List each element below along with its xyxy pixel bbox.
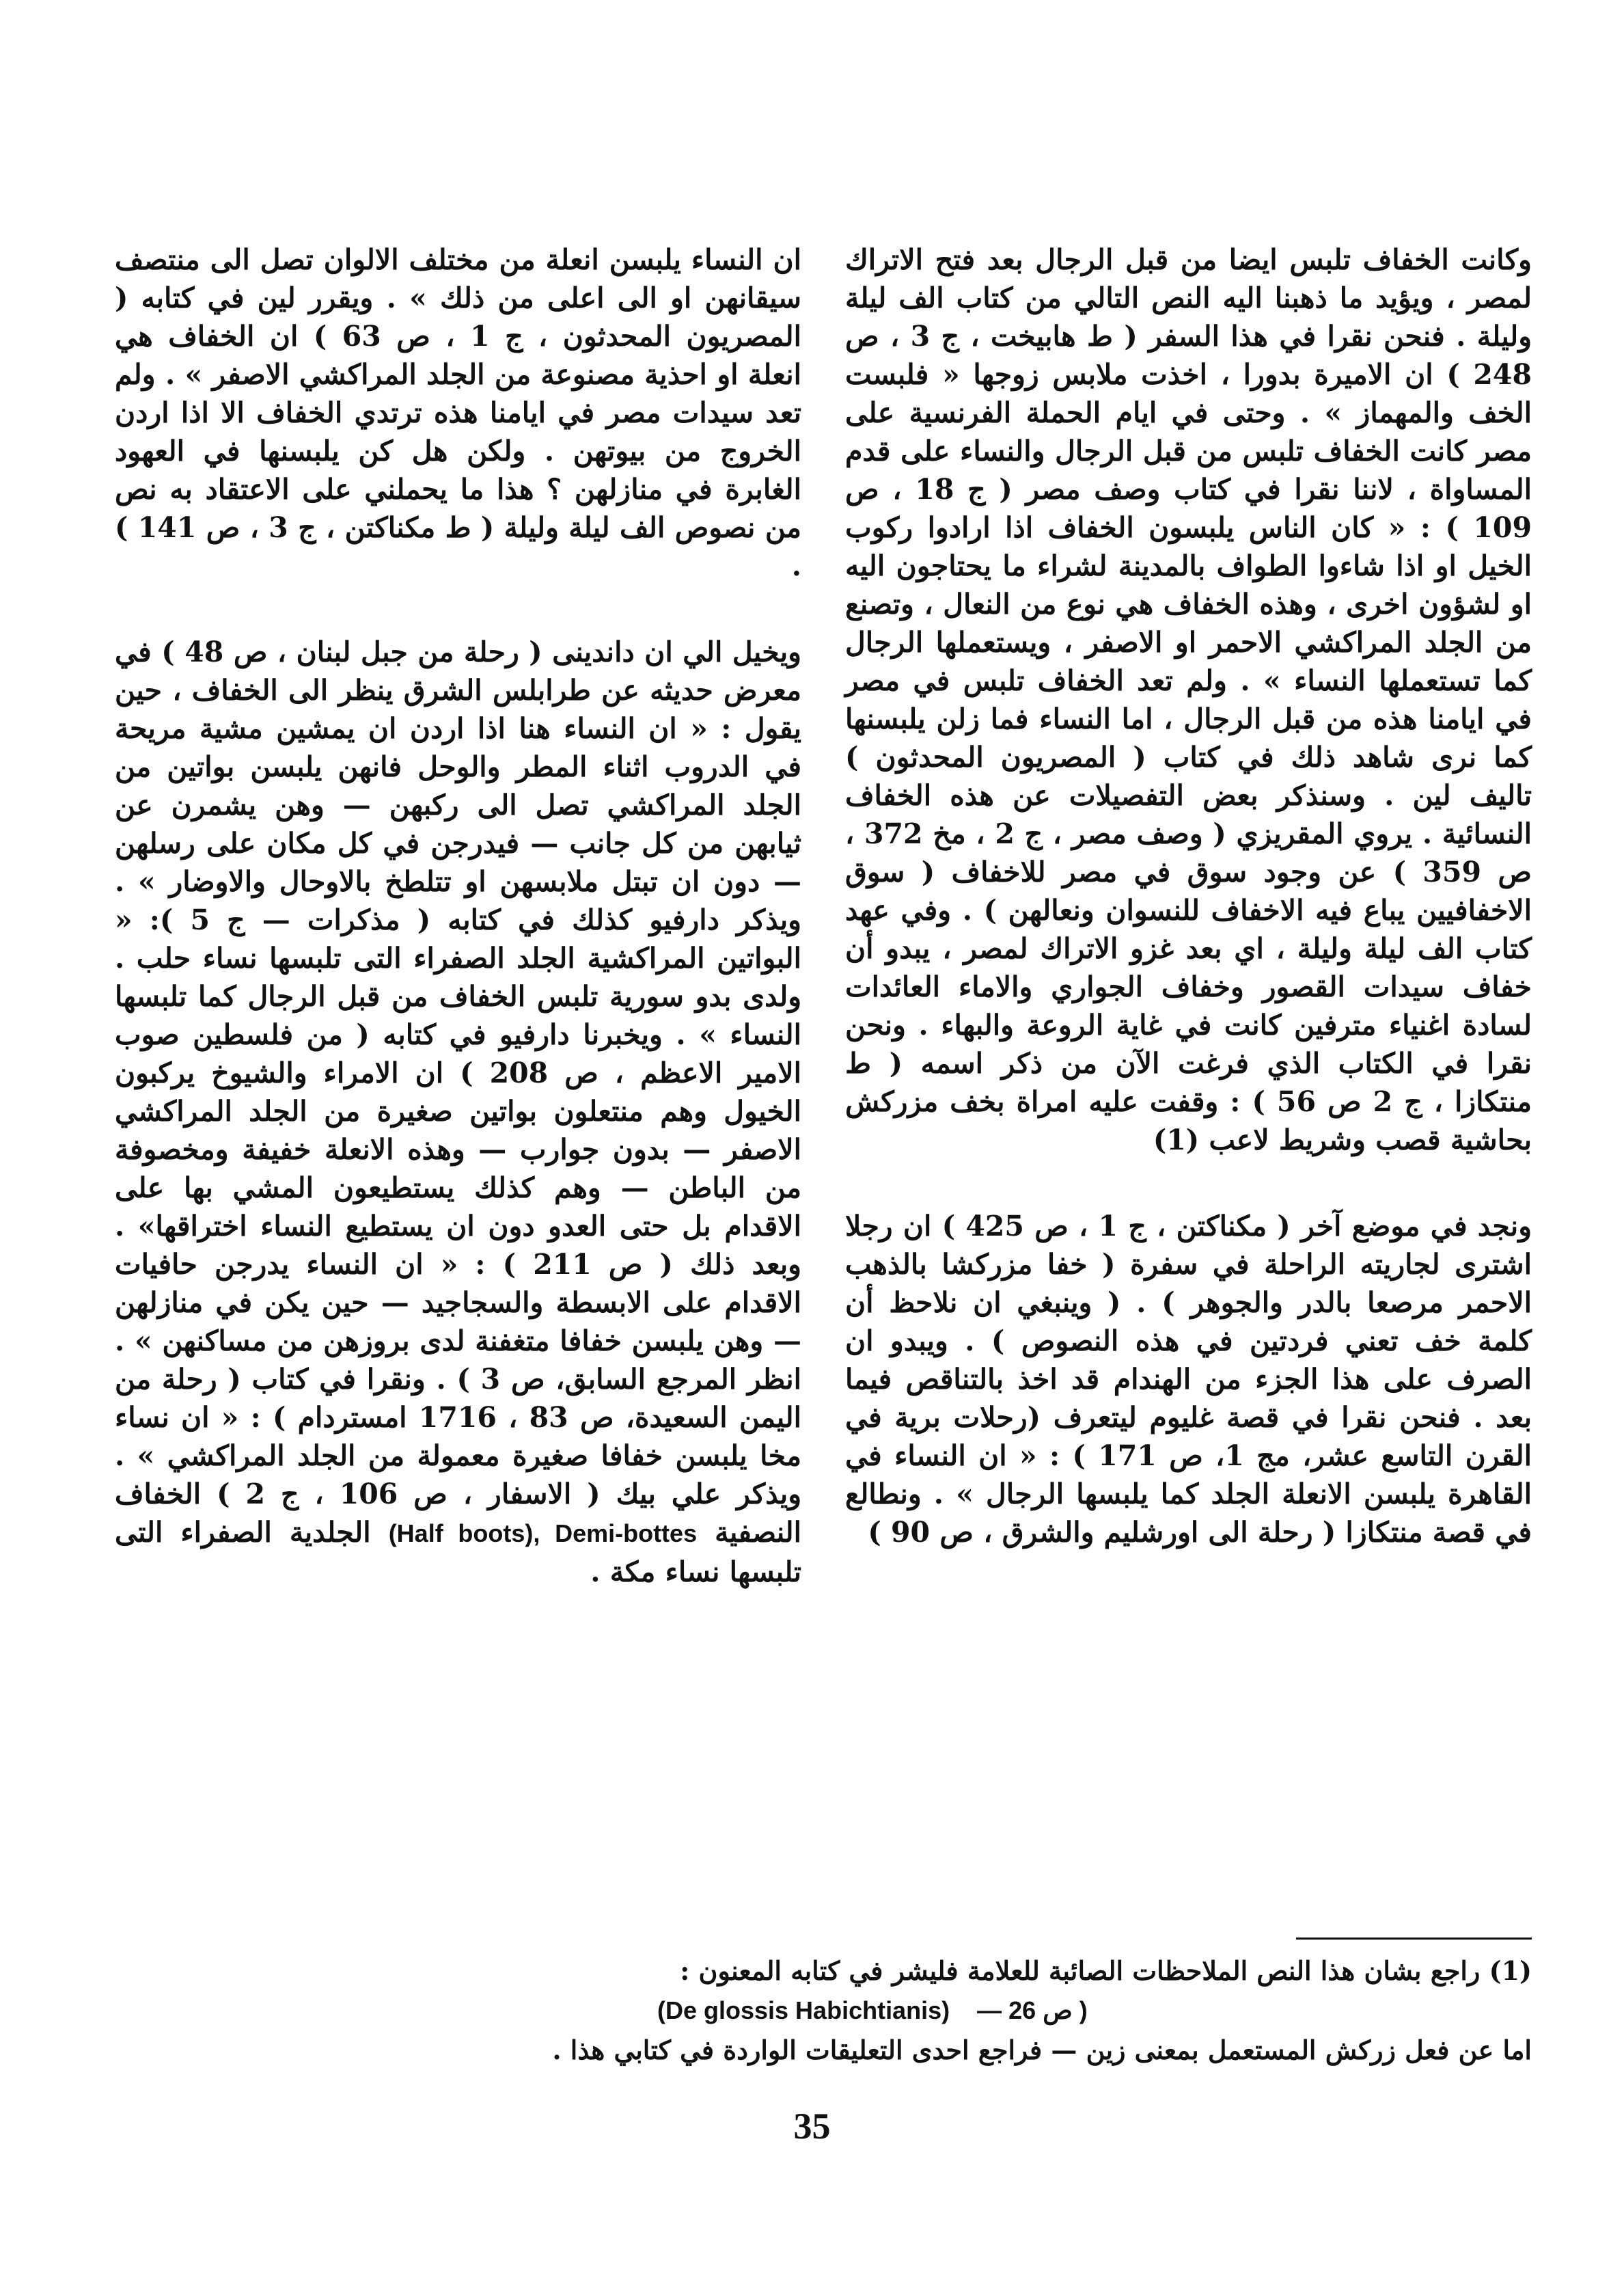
page-number: 35 (793, 2106, 831, 2147)
left-column-paragraph-2-text: ويخيل الي ان داندينى ( رحلة من جبل لبنان ، ص 48 ) في معرض حديثه عن طرابلس الشرق ينظر الى الخفاف ، حين يقول : « ان النساء هنا اذا اردن ان يمشين مشية مريحة في الدروب اثناء المطر والوحل فانهن يلبسن بواتين من الجلد المراكشي تصل الى ركبهن — وهن يشمرن عن ثيابهن من كل جانب — فيدرجن في كل مكان على رسلهن — دون ان تبتل ملابسهن او تتلطخ بالاوحال والاوضار » . ويذكر دارفيو كذلك في كتابه ( مذكرات — ج 5 ): « البواتين المراكشية الجلد الصفراء التى تلبسها نساء حلب . ولدى بدو سورية تلبس الخفاف من قبل الرجال كما تلبسها النساء » . ويخبرنا دارفيو في كتابه ( من فلسطين صوب الامير الاعظم ، ص 208 ) ان الامراء والشيوخ يركبون الخيول وهم منتعلون بواتين صغيرة من الجلد المراكشي الاصفر — بدون جوارب — وهذه الانعلة خفيفة ومخصوفة من الباطن — وهم كذلك يستطيعون المشي بها على الاقدام بل حتى العدو دون ان يستطيع النساء اختراقها» . وبعد ذلك ( ص 211 ) : « ان النساء يدرجن حافيات الاقدام على الابسطة والسجاجيد — حين يكن في منازلهن — وهن يلبسن خفافا متغفنة لدى بروزهن من مساكنهن » . انظر المرجع السابق، ص 3 ) . ونقرا في كتاب ( رحلة من اليمن السعيدة، ص 83 ، 1716 امستردام ) : « ان نساء مخا يلبسن خفافا صغيرة معمولة من الجلد المراكشي » . ويذكر علي بيك ( الاسفار ، ص 106 ، ج 2 ) الخفاف النصفية (115, 636, 802, 1549)
right-column-paragraph-2: ونجد في موضع آخر ( مكناكتن ، ج 1 ، ص 425 ) ان رجلا اشترى لجاريته الراحلة في سفرة ( خفا مزركشا بالذهب الاحمر مرصعا بالدر والجوهر ) . ( وينبغي ان نلاحظ أن كلمة خف تعني فردتين في هذه النصوص ) . ويبدو ان الصرف على هذا الجزء من الهندام قد اخذ بالتناقص فيما بعد . فنحن نقرا في قصة غليوم ليتعرف (رحلات برية في القرن التاسع عشر، مج 1، ص 171 ) : « ان النساء في القاهرة يلبسن الانعلة الجلد كما يلبسها الرجال » . ونطالع في قصة منتكازا ( رحلة الى اورشليم والشرق ، ص 90 ) (845, 1210, 1532, 1549)
footnote-separator (1296, 1938, 1532, 1940)
footnote-line-2 (118, 1991, 1532, 2030)
left-column (115, 241, 801, 1639)
footnote-latin-title: (De glossis Habichtianis) (657, 1996, 950, 2024)
left-column-paragraph-2-end: الجلدية الصفراء التى تلبسها نساء مكة . (115, 1516, 801, 1588)
footnote-page-ref: ( ص 26 — (977, 1996, 1088, 2024)
left-column-paragraph-2 (115, 633, 801, 1591)
right-column (845, 241, 1532, 1599)
latin-terms: (Half boots), Demi-bottes (388, 1519, 698, 1547)
left-column-paragraph-1: ان النساء يلبسن انعلة من مختلف الالوان تصل الى منتصف سيقانهن او الى اعلى من ذلك » . ويقرر لين في كتابه ( المصريون المحدثون ، ج 1 ، ص 63 ) ان الخفاف هي انعلة او احذية مصنوعة من الجلد المراكشي الاصفر » . ولم تعد سيدات مصر في ايامنا هذه ترتدي الخفاف الا اذا اردن الخروج من بيوتهن . ولكن هل كن يلبسنها في العهود الغابرة في منازلهن ؟ هذا ما يحملني على الاعتقاد به نص من نصوص الف ليلة وليلة ( ط مكناكتن ، ج 3 ، ص 141 ) . (115, 243, 802, 582)
footnote-line-3: اما عن فعل زركش المستعمل بمعنى زين — فراجع احدى التعليقات الواردة في كتابي هذا . (552, 2035, 1532, 2065)
footnotes (118, 1951, 1532, 2070)
footnote-line-1: (1) راجع بشان هذا النص الملاحظات الصائبة للعلامة فليشر في كتابه المعنون : (680, 1955, 1532, 1986)
right-column-paragraph-1: وكانت الخفاف تلبس ايضا من قبل الرجال بعد فتح الاتراك لمصر ، ويؤيد ما ذهبنا اليه النص التالي من كتاب الف ليلة وليلة . فنحن نقرا في هذا السفر ( ط هابيخت ، ج 3 ، ص 248 ) ان الاميرة بدورا ، اخذت ملابس زوجها « فلبست الخف والمهماز » . وحتى في ايام الحملة الفرنسية على مصر كانت الخفاف تلبس من قبل الرجال والنساء على قدم المساواة ، لاننا نقرا في كتاب وصف مصر ( ج 18 ، ص 109 ) : « كان الناس يلبسون الخفاف اذا ارادوا ركوب الخيل او اذا شاءوا الطواف بالمدينة لشراء ما يحتاجون اليه او لشؤون اخرى ، وهذه الخفاف هي نوع من النعال ، وتصنع من الجلد المراكشي الاحمر او الاصفر ، ويستعملها الرجال كما تستعملها النساء » . ولم تعد الخفاف تلبس في مصر في ايامنا هذه من قبل الرجال ، اما النساء فما زلن يلبسنها كما نرى شاهد ذلك في كتاب ( المصريون المحدثون ) تاليف لين . وسنذكر بعض التفصيلات عن هذه الخفاف النسائية . يروي المقريزي ( وصف مصر ، ج 2 ، مخ 372 ، ص 359 ) عن وجود سوق في مصر للاخفاف ( سوق الاخفافيين يباع فيه الاخفاف للنسوان ونعالهن ) . وفي عهد كتاب الف ليلة وليلة ، اي بعد غزو الاتراك لمصر ، يبدو أن خفاف سيدات القصور وخفاف الجواري والاماء العائدات لسادة اغنياء مترفين كانت في غاية الروعة والبهاء . ونحن نقرا في الكتاب الذي فرغت الآن من ذكر اسمه ( ط منتكازا ، ج 2 ص 56 ) : وقفت عليه امراة بخف مزركش بحاشية قصب وشريط لاعب (1) (845, 243, 1532, 1156)
